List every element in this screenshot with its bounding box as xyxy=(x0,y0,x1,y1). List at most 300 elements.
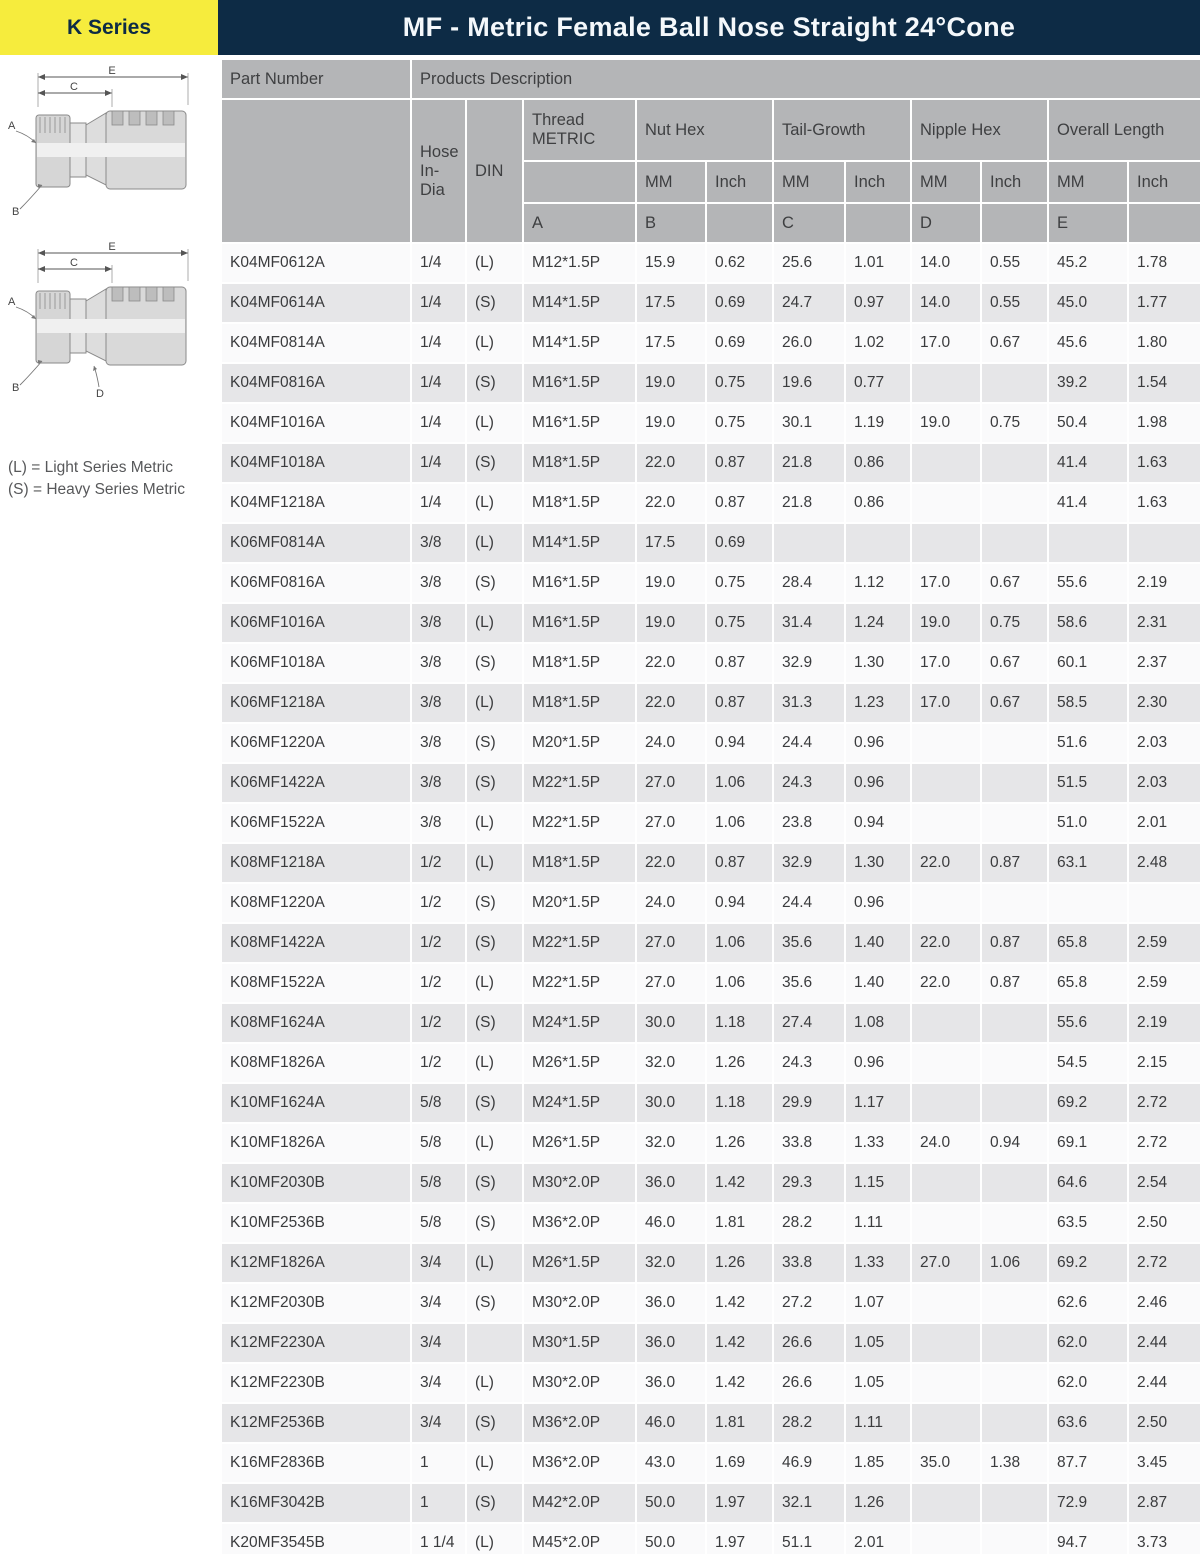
cell-nipple-hex-inch xyxy=(981,483,1048,523)
cell-tail-growth-inch: 1.05 xyxy=(845,1363,911,1403)
cell-nut-hex-inch: 1.97 xyxy=(706,1483,773,1523)
cell-nut-hex-mm: 46.0 xyxy=(636,1403,706,1443)
cell-tail-growth-mm: 32.1 xyxy=(773,1483,845,1523)
cell-tail-growth-inch: 1.33 xyxy=(845,1123,911,1163)
cell-nipple-hex-mm xyxy=(911,1363,981,1403)
cell-hose-in-dia: 1/2 xyxy=(411,883,466,923)
cell-part-number: K04MF1018A xyxy=(221,443,411,483)
table-row xyxy=(221,683,1200,723)
cell-overall-length-mm: 51.6 xyxy=(1048,723,1128,763)
cell-thread-metric: M12*1.5P xyxy=(523,243,636,283)
table-row xyxy=(221,803,1200,843)
cell-nut-hex-inch: 0.69 xyxy=(706,523,773,563)
cell-overall-length-inch xyxy=(1128,523,1200,563)
cell-part-number: K06MF1422A xyxy=(221,763,411,803)
cell-tail-growth-mm: 24.7 xyxy=(773,283,845,323)
dim-label-c: C xyxy=(70,257,78,269)
cell-overall-length-mm: 94.7 xyxy=(1048,1523,1128,1554)
unit-header-mm: MM xyxy=(773,161,845,203)
header-spacer-cell xyxy=(221,99,411,243)
cell-overall-length-mm: 69.2 xyxy=(1048,1243,1128,1283)
cell-tail-growth-mm: 24.4 xyxy=(773,883,845,923)
cell-nipple-hex-mm xyxy=(911,1403,981,1443)
cell-nipple-hex-mm xyxy=(911,1163,981,1203)
cell-nut-hex-inch: 0.69 xyxy=(706,283,773,323)
cell-nut-hex-inch: 1.97 xyxy=(706,1523,773,1554)
cell-thread-metric: M26*1.5P xyxy=(523,1043,636,1083)
cell-thread-metric: M26*1.5P xyxy=(523,1123,636,1163)
cell-din: (L) xyxy=(466,683,523,723)
cell-tail-growth-inch: 1.02 xyxy=(845,323,911,363)
cell-hose-in-dia: 1/2 xyxy=(411,1003,466,1043)
cell-nipple-hex-inch: 0.67 xyxy=(981,643,1048,683)
unit-header-inch: Inch xyxy=(845,161,911,203)
cell-part-number: K10MF2536B xyxy=(221,1203,411,1243)
cell-tail-growth-mm: 24.3 xyxy=(773,763,845,803)
cell-nipple-hex-inch xyxy=(981,1083,1048,1123)
table-row xyxy=(221,403,1200,443)
cell-din: (S) xyxy=(466,763,523,803)
cell-hose-in-dia: 1/4 xyxy=(411,443,466,483)
cell-overall-length-mm: 62.0 xyxy=(1048,1323,1128,1363)
cell-tail-growth-mm: 26.6 xyxy=(773,1363,845,1403)
cell-din: (L) xyxy=(466,803,523,843)
cell-thread-metric: M22*1.5P xyxy=(523,803,636,843)
cell-nipple-hex-mm xyxy=(911,723,981,763)
cell-nut-hex-mm: 46.0 xyxy=(636,1203,706,1243)
header-spacer-cell xyxy=(981,203,1048,243)
table-row xyxy=(221,1203,1200,1243)
cell-thread-metric: M16*1.5P xyxy=(523,403,636,443)
cell-din: (L) xyxy=(466,963,523,1003)
cell-tail-growth-mm: 29.9 xyxy=(773,1083,845,1123)
table-row xyxy=(221,643,1200,683)
cell-nipple-hex-mm xyxy=(911,1523,981,1554)
cell-thread-metric: M24*1.5P xyxy=(523,1003,636,1043)
cell-overall-length-mm: 60.1 xyxy=(1048,643,1128,683)
cell-nipple-hex-inch xyxy=(981,443,1048,483)
cell-tail-growth-mm: 32.9 xyxy=(773,643,845,683)
dim-label-c: C xyxy=(70,81,78,93)
cell-hose-in-dia: 3/4 xyxy=(411,1243,466,1283)
cell-nut-hex-inch: 1.69 xyxy=(706,1443,773,1483)
unit-header-mm: MM xyxy=(636,161,706,203)
cell-nipple-hex-inch: 0.55 xyxy=(981,283,1048,323)
cell-part-number: K04MF0612A xyxy=(221,243,411,283)
unit-header-inch: Inch xyxy=(706,161,773,203)
table-row xyxy=(221,1243,1200,1283)
col-header-din: DIN xyxy=(466,99,523,243)
cell-part-number: K06MF0814A xyxy=(221,523,411,563)
cell-din: (L) xyxy=(466,1123,523,1163)
cell-tail-growth-inch: 1.07 xyxy=(845,1283,911,1323)
cell-overall-length-inch: 2.03 xyxy=(1128,763,1200,803)
cell-nipple-hex-mm: 19.0 xyxy=(911,403,981,443)
cell-nut-hex-mm: 15.9 xyxy=(636,243,706,283)
cell-part-number: K16MF2836B xyxy=(221,1443,411,1483)
cell-nut-hex-mm: 24.0 xyxy=(636,723,706,763)
cell-nipple-hex-inch xyxy=(981,1283,1048,1323)
cell-nut-hex-mm: 19.0 xyxy=(636,403,706,443)
cell-din xyxy=(466,1323,523,1363)
cell-hose-in-dia: 3/8 xyxy=(411,603,466,643)
cell-nut-hex-inch: 0.62 xyxy=(706,243,773,283)
cell-din: (S) xyxy=(466,443,523,483)
cell-nipple-hex-inch: 0.67 xyxy=(981,323,1048,363)
cell-overall-length-inch: 2.72 xyxy=(1128,1083,1200,1123)
table-row xyxy=(221,563,1200,603)
cell-thread-metric: M26*1.5P xyxy=(523,1243,636,1283)
cell-overall-length-inch xyxy=(1128,883,1200,923)
cell-din: (L) xyxy=(466,1443,523,1483)
cell-nut-hex-mm: 24.0 xyxy=(636,883,706,923)
cell-overall-length-inch: 1.63 xyxy=(1128,483,1200,523)
cell-tail-growth-inch: 1.26 xyxy=(845,1483,911,1523)
cell-din: (S) xyxy=(466,1083,523,1123)
cell-tail-growth-mm: 35.6 xyxy=(773,963,845,1003)
table-row xyxy=(221,1523,1200,1554)
cell-tail-growth-mm: 27.4 xyxy=(773,1003,845,1043)
cell-nut-hex-mm: 27.0 xyxy=(636,803,706,843)
cell-tail-growth-mm: 30.1 xyxy=(773,403,845,443)
cell-din: (L) xyxy=(466,323,523,363)
cell-nut-hex-inch: 0.75 xyxy=(706,603,773,643)
cell-tail-growth-mm: 21.8 xyxy=(773,443,845,483)
cell-nut-hex-inch: 1.81 xyxy=(706,1403,773,1443)
cell-hose-in-dia: 1/2 xyxy=(411,1043,466,1083)
cell-tail-growth-mm: 24.4 xyxy=(773,723,845,763)
cell-thread-metric: M18*1.5P xyxy=(523,843,636,883)
cell-tail-growth-mm: 25.6 xyxy=(773,243,845,283)
cell-nipple-hex-mm xyxy=(911,763,981,803)
cell-nipple-hex-inch: 1.06 xyxy=(981,1243,1048,1283)
cell-din: (S) xyxy=(466,1483,523,1523)
cell-thread-metric: M20*1.5P xyxy=(523,883,636,923)
cell-overall-length-mm: 63.6 xyxy=(1048,1403,1128,1443)
cell-tail-growth-inch: 0.86 xyxy=(845,443,911,483)
cell-nipple-hex-inch xyxy=(981,723,1048,763)
cell-tail-growth-inch: 1.40 xyxy=(845,963,911,1003)
table-row xyxy=(221,1043,1200,1083)
cell-nipple-hex-mm: 17.0 xyxy=(911,683,981,723)
cell-hose-in-dia: 1/4 xyxy=(411,283,466,323)
dim-label-a: A xyxy=(8,296,16,308)
cell-hose-in-dia: 3/8 xyxy=(411,803,466,843)
cell-nut-hex-mm: 22.0 xyxy=(636,443,706,483)
cell-tail-growth-mm: 33.8 xyxy=(773,1243,845,1283)
cell-din: (S) xyxy=(466,1003,523,1043)
cell-nipple-hex-mm: 35.0 xyxy=(911,1443,981,1483)
series-label: K Series xyxy=(66,15,152,39)
cell-tail-growth-inch: 1.24 xyxy=(845,603,911,643)
table-row xyxy=(221,1443,1200,1483)
cell-tail-growth-mm: 23.8 xyxy=(773,803,845,843)
cell-nut-hex-inch: 0.87 xyxy=(706,643,773,683)
cell-part-number: K08MF1624A xyxy=(221,1003,411,1043)
cell-overall-length-inch: 1.63 xyxy=(1128,443,1200,483)
cell-nipple-hex-mm xyxy=(911,363,981,403)
cell-nipple-hex-mm: 22.0 xyxy=(911,963,981,1003)
table-row xyxy=(221,243,1200,283)
cell-part-number: K06MF1016A xyxy=(221,603,411,643)
cell-nut-hex-inch: 0.75 xyxy=(706,403,773,443)
cell-tail-growth-inch: 1.12 xyxy=(845,563,911,603)
cell-nipple-hex-inch: 0.75 xyxy=(981,603,1048,643)
cell-nipple-hex-mm: 17.0 xyxy=(911,563,981,603)
cell-part-number: K10MF1826A xyxy=(221,1123,411,1163)
cell-din: (S) xyxy=(466,363,523,403)
cell-overall-length-inch: 2.44 xyxy=(1128,1323,1200,1363)
cell-nipple-hex-mm xyxy=(911,883,981,923)
fitting-diagram-top xyxy=(0,63,218,231)
cell-nipple-hex-inch xyxy=(981,803,1048,843)
header-spacer-cell xyxy=(845,203,911,243)
cell-overall-length-inch: 3.73 xyxy=(1128,1523,1200,1554)
dim-label-b: B xyxy=(12,382,20,394)
col-group-nut-hex: Nut Hex xyxy=(636,99,773,161)
cell-hose-in-dia: 1/2 xyxy=(411,923,466,963)
cell-tail-growth-mm: 28.2 xyxy=(773,1203,845,1243)
cell-nut-hex-inch: 1.81 xyxy=(706,1203,773,1243)
cell-nut-hex-mm: 50.0 xyxy=(636,1483,706,1523)
cell-hose-in-dia: 3/4 xyxy=(411,1283,466,1323)
cell-overall-length-mm: 65.8 xyxy=(1048,923,1128,963)
cell-part-number: K12MF1826A xyxy=(221,1243,411,1283)
cell-overall-length-inch: 2.50 xyxy=(1128,1203,1200,1243)
cell-nipple-hex-mm xyxy=(911,1203,981,1243)
cell-nut-hex-mm: 22.0 xyxy=(636,683,706,723)
cell-din: (L) xyxy=(466,483,523,523)
cell-nipple-hex-inch: 0.87 xyxy=(981,963,1048,1003)
cell-tail-growth-mm: 32.9 xyxy=(773,843,845,883)
title-banner xyxy=(218,0,1200,55)
header-spacer-cell xyxy=(523,161,636,203)
cell-tail-growth-inch: 1.85 xyxy=(845,1443,911,1483)
cell-thread-metric: M36*2.0P xyxy=(523,1443,636,1483)
cell-tail-growth-inch: 0.86 xyxy=(845,483,911,523)
col-header-part-number: Part Number xyxy=(221,59,411,99)
cell-part-number: K08MF1220A xyxy=(221,883,411,923)
cell-overall-length-mm: 87.7 xyxy=(1048,1443,1128,1483)
cell-nut-hex-mm: 17.5 xyxy=(636,523,706,563)
cell-overall-length-inch: 2.59 xyxy=(1128,923,1200,963)
cell-tail-growth-inch: 2.01 xyxy=(845,1523,911,1554)
cell-nipple-hex-inch: 0.67 xyxy=(981,563,1048,603)
cell-overall-length-inch: 3.45 xyxy=(1128,1443,1200,1483)
cell-tail-growth-inch: 1.11 xyxy=(845,1203,911,1243)
cell-nipple-hex-inch xyxy=(981,883,1048,923)
cell-hose-in-dia: 1/2 xyxy=(411,843,466,883)
cell-overall-length-mm xyxy=(1048,523,1128,563)
cell-overall-length-mm: 55.6 xyxy=(1048,1003,1128,1043)
cell-tail-growth-inch: 1.15 xyxy=(845,1163,911,1203)
table-row xyxy=(221,603,1200,643)
cell-nut-hex-mm: 19.0 xyxy=(636,363,706,403)
cell-nut-hex-mm: 22.0 xyxy=(636,843,706,883)
col-group-tail-growth: Tail-Growth xyxy=(773,99,911,161)
cell-overall-length-inch: 1.54 xyxy=(1128,363,1200,403)
dim-letter-d: D xyxy=(911,203,981,243)
cell-nipple-hex-mm xyxy=(911,523,981,563)
cell-hose-in-dia: 3/4 xyxy=(411,1403,466,1443)
col-group-overall-length: Overall Length xyxy=(1048,99,1200,161)
cell-nipple-hex-inch xyxy=(981,1363,1048,1403)
cell-tail-growth-inch: 0.77 xyxy=(845,363,911,403)
cell-hose-in-dia: 3/8 xyxy=(411,643,466,683)
cell-tail-growth-mm: 35.6 xyxy=(773,923,845,963)
cell-hose-in-dia: 1/4 xyxy=(411,483,466,523)
table-row xyxy=(221,1283,1200,1323)
cell-tail-growth-mm: 21.8 xyxy=(773,483,845,523)
cell-part-number: K08MF1218A xyxy=(221,843,411,883)
cell-nut-hex-inch: 1.18 xyxy=(706,1003,773,1043)
cell-overall-length-inch: 2.54 xyxy=(1128,1163,1200,1203)
cell-thread-metric: M30*2.0P xyxy=(523,1163,636,1203)
cell-din: (S) xyxy=(466,1283,523,1323)
cell-nut-hex-mm: 50.0 xyxy=(636,1523,706,1554)
cell-nipple-hex-mm: 19.0 xyxy=(911,603,981,643)
cell-din: (L) xyxy=(466,1043,523,1083)
cell-overall-length-inch: 2.01 xyxy=(1128,803,1200,843)
header-spacer-cell xyxy=(1128,203,1200,243)
cell-part-number: K06MF1218A xyxy=(221,683,411,723)
cell-nut-hex-mm: 27.0 xyxy=(636,963,706,1003)
cell-nut-hex-mm: 36.0 xyxy=(636,1283,706,1323)
dim-label-e: E xyxy=(108,65,116,77)
cell-thread-metric: M18*1.5P xyxy=(523,443,636,483)
cell-nut-hex-inch: 1.26 xyxy=(706,1123,773,1163)
series-banner xyxy=(0,0,218,55)
cell-part-number: K16MF3042B xyxy=(221,1483,411,1523)
cell-hose-in-dia: 1/4 xyxy=(411,363,466,403)
cell-tail-growth-inch: 0.94 xyxy=(845,803,911,843)
cell-overall-length-inch: 2.48 xyxy=(1128,843,1200,883)
cell-tail-growth-inch: 1.23 xyxy=(845,683,911,723)
cell-nut-hex-inch: 0.94 xyxy=(706,883,773,923)
cell-nipple-hex-mm xyxy=(911,483,981,523)
cell-tail-growth-inch: 1.05 xyxy=(845,1323,911,1363)
cell-hose-in-dia: 3/8 xyxy=(411,683,466,723)
cell-nipple-hex-mm: 14.0 xyxy=(911,283,981,323)
cell-overall-length-inch: 1.98 xyxy=(1128,403,1200,443)
cell-overall-length-mm: 39.2 xyxy=(1048,363,1128,403)
cell-part-number: K06MF1522A xyxy=(221,803,411,843)
cell-overall-length-mm: 50.4 xyxy=(1048,403,1128,443)
cell-nut-hex-inch: 0.87 xyxy=(706,843,773,883)
cell-nipple-hex-inch: 0.75 xyxy=(981,403,1048,443)
cell-hose-in-dia: 3/8 xyxy=(411,523,466,563)
cell-nipple-hex-inch xyxy=(981,523,1048,563)
cell-part-number: K20MF3545B xyxy=(221,1523,411,1554)
cell-thread-metric: M16*1.5P xyxy=(523,563,636,603)
cell-tail-growth-inch: 1.08 xyxy=(845,1003,911,1043)
cell-tail-growth-mm xyxy=(773,523,845,563)
cell-din: (S) xyxy=(466,1203,523,1243)
cell-tail-growth-mm: 31.3 xyxy=(773,683,845,723)
cell-nipple-hex-inch: 0.87 xyxy=(981,923,1048,963)
cell-thread-metric: M14*1.5P xyxy=(523,523,636,563)
cell-part-number: K10MF1624A xyxy=(221,1083,411,1123)
cell-nipple-hex-mm: 24.0 xyxy=(911,1123,981,1163)
cell-nut-hex-mm: 30.0 xyxy=(636,1083,706,1123)
table-header xyxy=(221,59,1200,243)
cell-part-number: K12MF2536B xyxy=(221,1403,411,1443)
cell-nipple-hex-mm xyxy=(911,1043,981,1083)
cell-overall-length-mm: 58.6 xyxy=(1048,603,1128,643)
cell-tail-growth-mm: 24.3 xyxy=(773,1043,845,1083)
cell-overall-length-mm: 54.5 xyxy=(1048,1043,1128,1083)
cell-part-number: K04MF0816A xyxy=(221,363,411,403)
cell-overall-length-mm: 72.9 xyxy=(1048,1483,1128,1523)
cell-din: (L) xyxy=(466,403,523,443)
dim-label-e: E xyxy=(108,241,116,253)
cell-nipple-hex-mm xyxy=(911,1483,981,1523)
unit-header-mm: MM xyxy=(1048,161,1128,203)
cell-overall-length-mm: 69.2 xyxy=(1048,1083,1128,1123)
cell-overall-length-mm: 55.6 xyxy=(1048,563,1128,603)
cell-thread-metric: M20*1.5P xyxy=(523,723,636,763)
cell-nut-hex-inch: 0.87 xyxy=(706,483,773,523)
cell-nut-hex-inch: 0.75 xyxy=(706,563,773,603)
cell-nut-hex-mm: 22.0 xyxy=(636,483,706,523)
cell-tail-growth-inch: 1.11 xyxy=(845,1403,911,1443)
cell-nut-hex-mm: 32.0 xyxy=(636,1123,706,1163)
dim-label-a: A xyxy=(8,120,16,132)
cell-nut-hex-inch: 1.42 xyxy=(706,1283,773,1323)
table-row xyxy=(221,1003,1200,1043)
cell-overall-length-inch: 2.15 xyxy=(1128,1043,1200,1083)
cell-nut-hex-inch: 1.42 xyxy=(706,1363,773,1403)
cell-part-number: K08MF1422A xyxy=(221,923,411,963)
cell-nut-hex-mm: 43.0 xyxy=(636,1443,706,1483)
cell-tail-growth-inch: 1.30 xyxy=(845,843,911,883)
cell-thread-metric: M18*1.5P xyxy=(523,683,636,723)
cell-tail-growth-mm: 29.3 xyxy=(773,1163,845,1203)
cell-tail-growth-mm: 27.2 xyxy=(773,1283,845,1323)
cell-part-number: K10MF2030B xyxy=(221,1163,411,1203)
cell-overall-length-inch: 2.03 xyxy=(1128,723,1200,763)
cell-din: (S) xyxy=(466,563,523,603)
table-row xyxy=(221,843,1200,883)
cell-overall-length-mm: 64.6 xyxy=(1048,1163,1128,1203)
sidebar xyxy=(0,55,218,1554)
cell-nut-hex-mm: 36.0 xyxy=(636,1363,706,1403)
cell-part-number: K06MF1220A xyxy=(221,723,411,763)
cell-nut-hex-mm: 32.0 xyxy=(636,1043,706,1083)
cell-nipple-hex-inch xyxy=(981,1163,1048,1203)
cell-nipple-hex-inch: 0.55 xyxy=(981,243,1048,283)
cell-thread-metric: M30*2.0P xyxy=(523,1363,636,1403)
cell-overall-length-mm: 45.0 xyxy=(1048,283,1128,323)
cell-nipple-hex-inch xyxy=(981,363,1048,403)
dim-label-d: D xyxy=(96,388,104,400)
cell-part-number: K04MF1218A xyxy=(221,483,411,523)
cell-thread-metric: M30*2.0P xyxy=(523,1283,636,1323)
cell-hose-in-dia: 3/8 xyxy=(411,723,466,763)
cell-din: (S) xyxy=(466,283,523,323)
cell-nipple-hex-mm: 17.0 xyxy=(911,323,981,363)
cell-nut-hex-mm: 30.0 xyxy=(636,1003,706,1043)
cell-part-number: K04MF0614A xyxy=(221,283,411,323)
spec-table-wrap xyxy=(220,58,1200,1554)
table-row xyxy=(221,1323,1200,1363)
cell-nipple-hex-mm xyxy=(911,443,981,483)
cell-nut-hex-inch: 0.87 xyxy=(706,683,773,723)
table-row xyxy=(221,523,1200,563)
cell-thread-metric: M18*1.5P xyxy=(523,483,636,523)
cell-overall-length-inch: 2.44 xyxy=(1128,1363,1200,1403)
cell-overall-length-mm: 45.2 xyxy=(1048,243,1128,283)
